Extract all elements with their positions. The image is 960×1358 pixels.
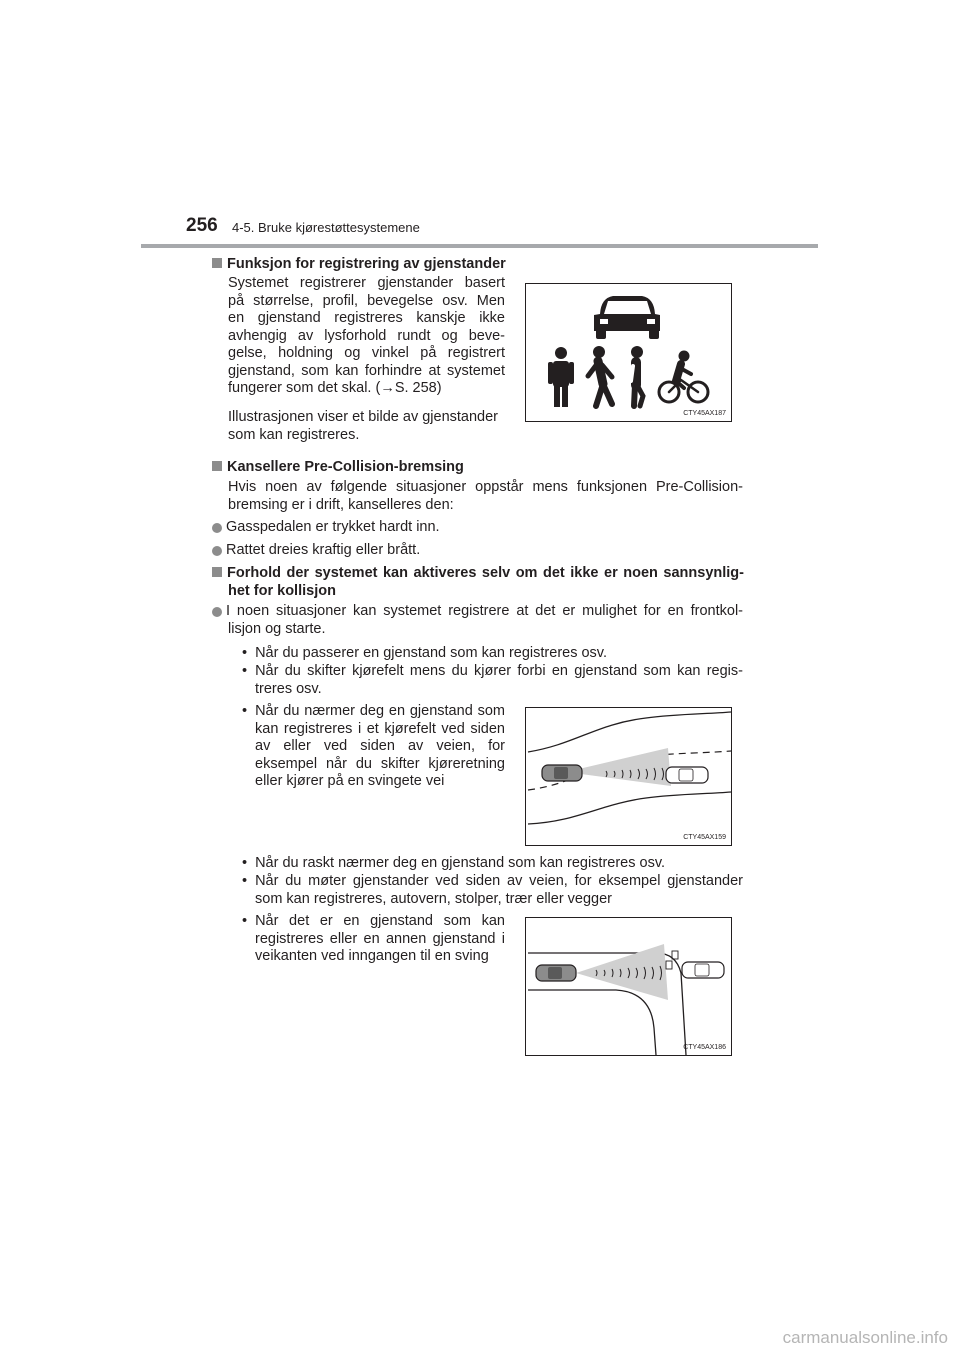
text-line: gjenstand, som kan forhindre at systemet bbox=[228, 362, 505, 379]
figure-code: CTY45AX159 bbox=[683, 834, 726, 841]
text-line: veikanten ved inngangen til en sving bbox=[255, 948, 489, 964]
text-line: avhengig av lysforhold rundt og beve- bbox=[228, 327, 505, 344]
text-line: treres osv. bbox=[255, 680, 322, 697]
text-line: Systemet registrerer gjenstander basert bbox=[228, 275, 505, 291]
text-line: registreres eller en annen gjenstand i bbox=[255, 930, 505, 947]
round-bullet-icon bbox=[212, 607, 222, 617]
text-line: gelse, holdning og vinkel på registrert bbox=[228, 345, 505, 361]
cancel-paragraph bbox=[228, 479, 743, 514]
text-line-page-ref: fungerer som det skal. (→S. 258) bbox=[228, 380, 442, 396]
square-bullet-icon bbox=[212, 567, 222, 577]
ego-car-icon bbox=[542, 765, 582, 781]
person-standing-icon bbox=[548, 347, 574, 407]
sub-bullet-marker: • bbox=[242, 873, 248, 889]
text-line: som kan registreres. bbox=[228, 426, 360, 443]
header-divider bbox=[141, 244, 818, 248]
person-side-icon bbox=[631, 346, 643, 406]
text-line: kan registreres i et kjørefelt ved siden bbox=[255, 720, 505, 737]
cyclist-icon bbox=[659, 351, 708, 403]
figure-curve-entrance bbox=[525, 917, 732, 1056]
sub-bullet-marker: • bbox=[242, 645, 248, 661]
text-line: eller kjører på en svingete vei bbox=[255, 773, 445, 789]
bullet-steering: Rattet dreies kraftig eller brått. bbox=[226, 542, 421, 558]
sub-bullet-marker: • bbox=[242, 913, 248, 929]
text-line: lisjon og starte. bbox=[228, 620, 326, 637]
figure-curving-road bbox=[525, 707, 732, 846]
illustration-paragraph bbox=[228, 409, 505, 444]
round-bullet-icon bbox=[212, 523, 222, 533]
square-bullet-icon bbox=[212, 258, 222, 268]
heading-text: Funksjon for registrering av gjenstander bbox=[227, 256, 506, 272]
sub-bullet-marker: • bbox=[242, 855, 248, 871]
figure-code: CTY45AX187 bbox=[683, 410, 726, 417]
sub-bullet-adjacent-lane bbox=[242, 703, 505, 791]
target-car-icon bbox=[666, 767, 708, 783]
figure-detectable-objects bbox=[525, 283, 732, 422]
person-walking-icon bbox=[588, 346, 612, 406]
text-line: Illustrasjonen viser et bilde av gjenstander bbox=[228, 409, 499, 425]
sub-bullet-rapid-approach bbox=[242, 855, 665, 873]
heading-text: Forhold der systemet kan aktiveres selv om det ikke er noen sannsynlig- bbox=[227, 565, 744, 581]
text-line: av eller ved siden av veien, for bbox=[255, 738, 505, 754]
bullet-gas-pedal: Gasspedalen er trykket hardt inn. bbox=[226, 519, 440, 535]
text-line: Når du nærmer deg en gjenstand som bbox=[255, 703, 505, 719]
page-number: 256 bbox=[186, 215, 218, 236]
activation-bullet bbox=[226, 603, 743, 638]
sub-bullet-marker: • bbox=[242, 703, 248, 719]
watermark[interactable]: carmanualsonline.info bbox=[782, 1328, 948, 1347]
text-line: Når du skifter kjørefelt mens du kjører forbi en gjenstand som kan regis- bbox=[255, 663, 743, 679]
text-line: som kan registreres, autovern, stolper, trær eller vegger bbox=[255, 890, 613, 907]
curve-entrance-illustration bbox=[526, 918, 731, 1055]
text-line: eksempel når du skifter kjøreretning bbox=[255, 755, 505, 772]
text-line: bremsing er i drift, kanselleres den: bbox=[228, 496, 454, 513]
curving-road-illustration bbox=[526, 708, 731, 845]
sub-bullet-curve-entrance bbox=[242, 913, 505, 966]
sub-bullet-lane-change bbox=[242, 663, 743, 698]
heading-cancel-pre-collision bbox=[212, 459, 464, 477]
section-title: 4-5. Bruke kjørestøttesystemene bbox=[232, 220, 420, 235]
ego-car-icon bbox=[536, 965, 576, 981]
sub-bullet-marker: • bbox=[242, 663, 248, 679]
text-line: I noen situasjoner kan systemet registrere at det er mulighet for en frontkol- bbox=[226, 603, 743, 619]
text-line: Når du raskt nærmer deg en gjenstand som kan registreres osv. bbox=[255, 855, 666, 871]
car-icon bbox=[594, 296, 660, 339]
heading-text: Kansellere Pre-Collision-bremsing bbox=[227, 459, 464, 475]
square-bullet-icon bbox=[212, 461, 222, 471]
target-car-icon bbox=[682, 962, 724, 978]
round-bullet-icon bbox=[212, 546, 222, 556]
text-line: Hvis noen av følgende situasjoner oppstår mens funksjonen Pre-Collision- bbox=[228, 479, 743, 495]
heading-activation-conditions bbox=[212, 565, 744, 600]
text-line: en gjenstand registreres kanskje ikke bbox=[228, 310, 505, 326]
text-line: på størrelse, profil, bevegelse osv. Men bbox=[228, 292, 505, 309]
heading-object-detection bbox=[212, 256, 506, 274]
text-line: Når det er en gjenstand som kan bbox=[255, 913, 505, 929]
detectable-objects-illustration bbox=[526, 284, 731, 421]
text-line: Når du passerer en gjenstand som kan registreres osv. bbox=[255, 645, 608, 661]
figure-code: CTY45AX186 bbox=[683, 1044, 726, 1051]
text-line: Når du møter gjenstander ved siden av veien, for eksempel gjenstander bbox=[255, 873, 743, 889]
heading-text-line2: het for kollisjon bbox=[228, 582, 336, 599]
detection-paragraph bbox=[228, 275, 505, 398]
sub-bullet-roadside-objects bbox=[242, 873, 743, 908]
roadside-object-icon bbox=[666, 951, 678, 969]
sub-bullet-passing bbox=[242, 645, 607, 663]
